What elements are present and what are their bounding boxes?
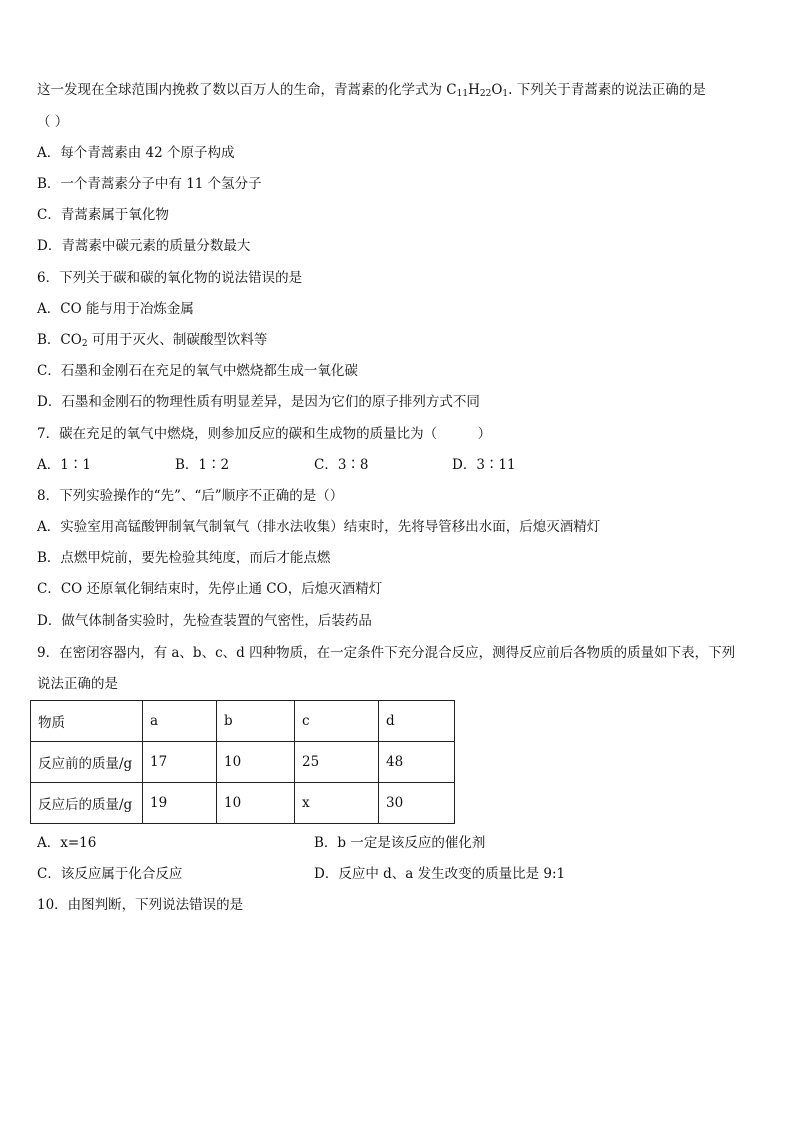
- q8-option-b: B．点燃甲烷前，要先检验其纯度，而后才能点燃: [37, 550, 331, 566]
- q10-stem: 10．由图判断，下列说法错误的是: [37, 897, 244, 913]
- table-header-cell: d: [379, 701, 455, 742]
- q7-option-a: A．1∶1: [37, 457, 91, 473]
- q8-option-c: C．CO 还原氧化铜结束时，先停止通 CO，后熄灭酒精灯: [37, 581, 383, 597]
- q5-stem-tail: . 下列关于青蒿素的说法正确的是: [508, 82, 706, 98]
- q6-option-b: [37, 330, 267, 350]
- q9-options-row-2: [37, 864, 777, 884]
- q5-formula-sub-h: 22: [479, 89, 492, 99]
- table-cell: 25: [295, 742, 379, 783]
- q6-option-b-prefix: B．CO: [37, 332, 82, 348]
- q5-option-b: B．一个青蒿素分子中有 11 个氢分子: [37, 176, 262, 192]
- table-cell: x: [295, 783, 379, 824]
- q9-stem-line1: 9．在密闭容器内，有 a、b、c、d 四种物质，在一定条件下充分混合反应，测得反应前后各物质的质量如下表，下列: [37, 645, 736, 661]
- q5-formula-h: H: [468, 82, 480, 98]
- q9-option-b: B．b 一定是该反应的催化剂: [314, 835, 486, 851]
- q6-option-d: D．石墨和金刚石的物理性质有明显差异，是因为它们的原子排列方式不同: [37, 394, 480, 410]
- q5-option-a: A．每个青蒿素由 42 个原子构成: [37, 145, 235, 161]
- table-header-cell: 物质: [31, 701, 143, 742]
- table-cell: 10: [217, 742, 295, 783]
- q9-option-a: A．x=16: [37, 835, 97, 851]
- table-cell: 30: [379, 783, 455, 824]
- q6-stem: 6．下列关于碳和碳的氧化物的说法错误的是: [37, 270, 303, 286]
- table-header-row: [31, 701, 455, 742]
- q5-formula-sub-c: 11: [456, 89, 469, 99]
- q6-option-b-text: 可用于灭火、制碳酸型饮料等: [87, 332, 268, 348]
- q5-option-c: C．青蒿素属于氧化物: [37, 207, 169, 223]
- q5-option-d: D．青蒿素中碳元素的质量分数最大: [37, 238, 251, 254]
- table-row: [31, 742, 455, 783]
- q5-formula-o: O: [491, 82, 503, 98]
- q7-option-d: D．3∶11: [452, 457, 516, 473]
- q7-options: [37, 455, 777, 475]
- q8-stem: 8．下列实验操作的“先”、“后”顺序不正确的是（）: [37, 488, 344, 504]
- q5-stem: [37, 80, 706, 100]
- table-header-cell: b: [217, 701, 295, 742]
- q5-formula-sub-o: 1: [502, 89, 509, 99]
- q6-option-a: A．CO 能与用于冶炼金属: [37, 301, 194, 317]
- q7-option-c: C．3∶8: [314, 457, 369, 473]
- table-row: [31, 783, 455, 824]
- q9-options-row-1: [37, 833, 777, 853]
- q7-stem: 7．碳在充足的氧气中燃烧，则参加反应的碳和生成物的质量比为（ ）: [37, 426, 492, 442]
- q7-option-b: B．1∶2: [175, 457, 230, 473]
- table-cell: 反应前的质量/g: [31, 742, 143, 783]
- table-header-cell: c: [295, 701, 379, 742]
- q5-answer-paren: （ ）: [37, 114, 69, 130]
- table-cell: 10: [217, 783, 295, 824]
- q6-option-c: C．石墨和金刚石在充足的氧气中燃烧都生成一氧化碳: [37, 363, 358, 379]
- mass-table: [30, 700, 455, 824]
- table-cell: 48: [379, 742, 455, 783]
- q6-option-b-sub: 2: [81, 339, 88, 349]
- q8-option-a: A．实验室用高锰酸钾制氧气制氧气（排水法收集）结束时，先将导管移出水面，后熄灭酒精灯: [37, 519, 601, 535]
- q8-option-d: D．做气体制备实验时，先检查装置的气密性，后装药品: [37, 613, 372, 629]
- q9-option-c: C．该反应属于化合反应: [37, 866, 183, 882]
- q9-stem-line2: 说法正确的是: [37, 676, 118, 692]
- table-cell: 17: [143, 742, 217, 783]
- q5-stem-text: 这一发现在全球范围内挽救了数以百万人的生命，青蒿素的化学式为 C: [37, 82, 457, 98]
- table-header-cell: a: [143, 701, 217, 742]
- q9-option-d: D．反应中 d、a 发生改变的质量比是 9:1: [314, 866, 566, 882]
- table-cell: 19: [143, 783, 217, 824]
- table-cell: 反应后的质量/g: [31, 783, 143, 824]
